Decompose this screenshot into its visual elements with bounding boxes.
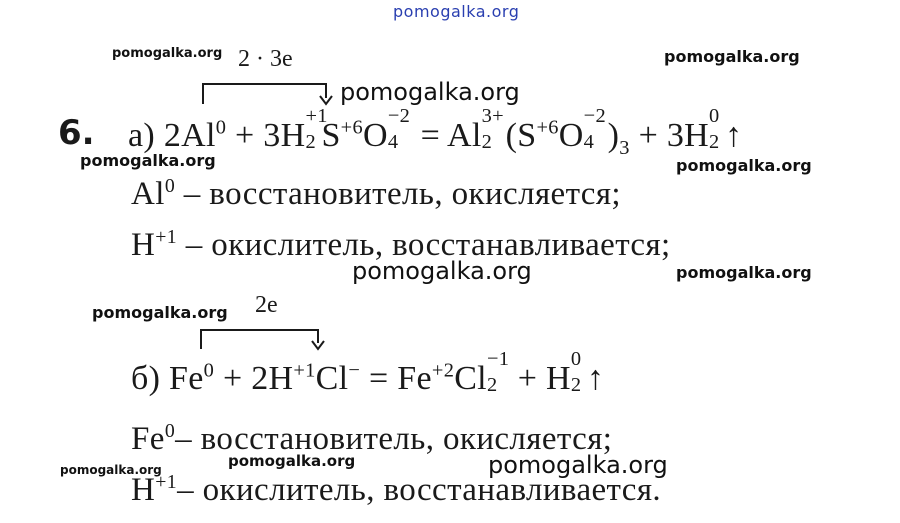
task-number: 6. <box>58 113 95 153</box>
watermark: pomogalka.org <box>92 303 228 322</box>
part-a-label: а) <box>128 117 156 154</box>
reductant-line-a: Al$^0$ – восстановитель, окисляется; <box>131 175 621 212</box>
oxidant-line-b: $H^{+1}-$ окислитель, восстанавливается. <box>131 471 662 508</box>
transfer-label-b: 2e <box>255 292 278 318</box>
watermark: pomogalka.org <box>664 47 800 66</box>
watermark: pomogalka.org <box>676 263 812 282</box>
reductant-line-b: Fe$^0$– восстановитель, окисляется; <box>131 420 613 457</box>
watermark: pomogalka.org <box>60 463 162 477</box>
watermark: pomogalka.org <box>340 78 520 106</box>
transfer-label-a: 2 · 3e <box>238 46 293 72</box>
equation-a: а) $2Al^0 + 3H$ +1 2 $S^{+6}O$ −2 4 = Al 3+ 2 ($S^{+6}O$ −2 4 )$_3 + 3H$ 0 2 ↑ <box>128 105 743 159</box>
watermark: pomogalka.org <box>112 46 223 61</box>
oxidant-line-a: $H^{+1}$ – окислитель, восстанавливается; <box>131 226 671 263</box>
equation-b: б) $Fe^0 + 2H^{+1}Cl^- = Fe^{+2}Cl$ −1 2 + H 0 2 ↑ <box>131 348 605 397</box>
watermark: pomogalka.org <box>676 156 812 175</box>
watermark: pomogalka.org <box>80 151 216 170</box>
part-b-label: б) <box>131 360 161 397</box>
watermark: pomogalka.org <box>228 452 356 470</box>
watermark-top: pomogalka.org <box>393 2 520 21</box>
watermark: pomogalka.org <box>352 257 532 285</box>
watermark: pomogalka.org <box>488 451 668 479</box>
